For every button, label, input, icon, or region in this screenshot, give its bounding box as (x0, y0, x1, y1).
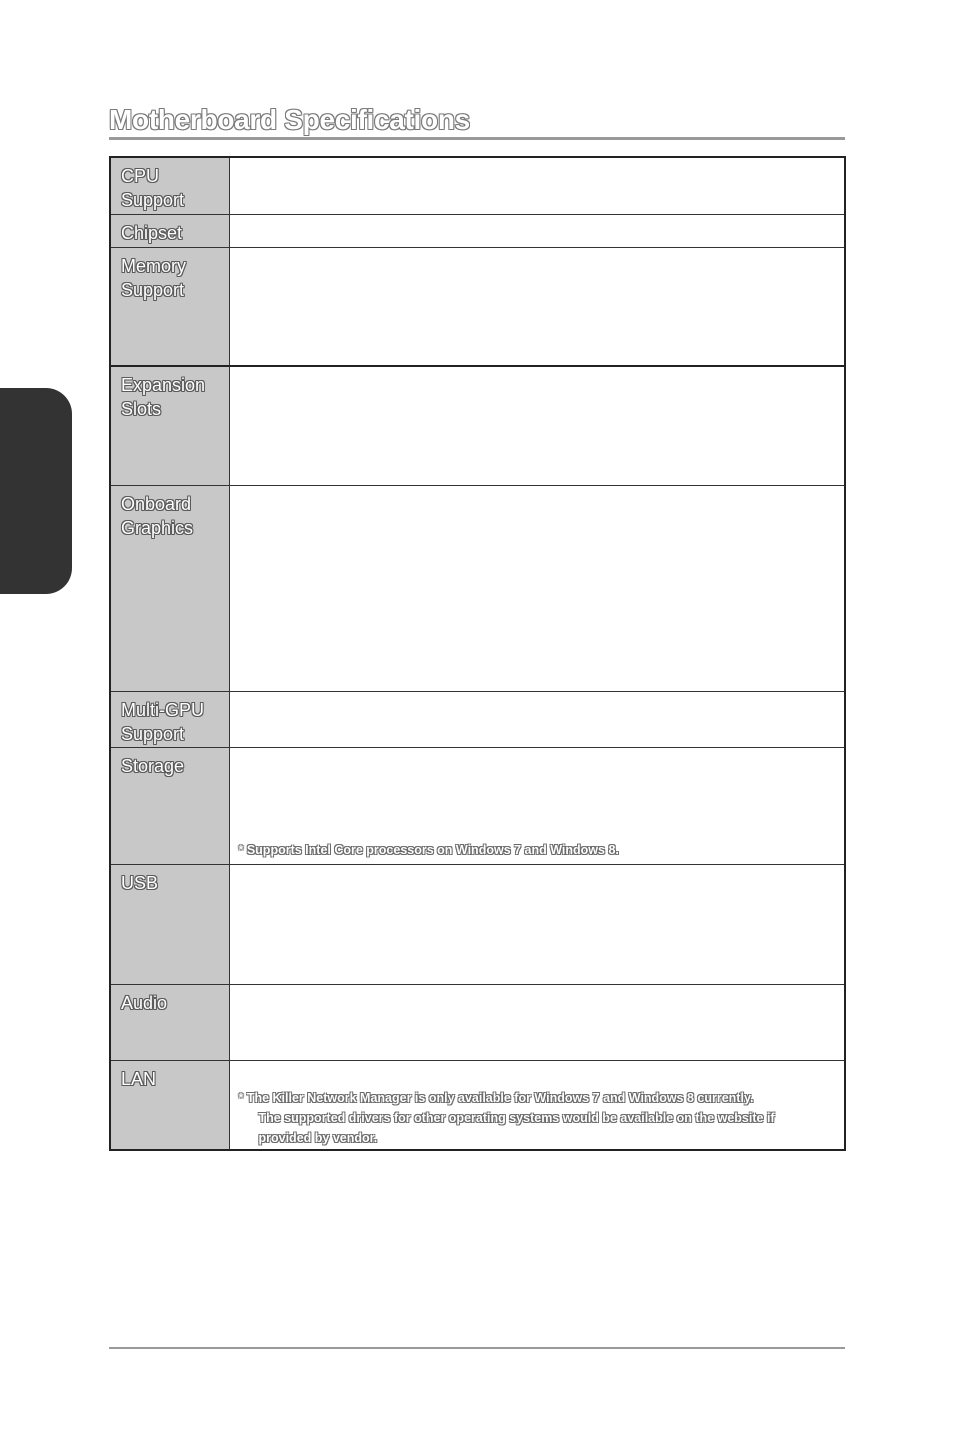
table-row (110, 366, 845, 485)
row-label-memory-support: Memory Support (121, 255, 187, 300)
row-value-lan (229, 1060, 845, 1150)
lan-footnote-line-2: The supported drivers for other operating systems would be available on the website if provided by vendor. (258, 1110, 775, 1145)
row-label-lan: LAN (121, 1068, 157, 1089)
page-title: Motherboard Specifications (109, 104, 470, 135)
table-row (110, 1060, 845, 1150)
storage-footnote: * Supports Intel Core processors on Windows 7 and Windows 8. (238, 842, 619, 857)
table-row (110, 214, 845, 247)
row-label-onboard-graphics: Onboard Graphics (121, 493, 194, 538)
row-value-cpu-support (229, 157, 845, 214)
row-value-onboard-graphics (229, 485, 845, 691)
row-label-audio: Audio (121, 992, 168, 1013)
row-value-multi-gpu-support (229, 691, 845, 747)
table-row (110, 157, 845, 214)
table-row (110, 691, 845, 747)
row-label-usb: USB (121, 872, 159, 893)
row-label-storage: Storage (121, 755, 185, 776)
table-row (110, 864, 845, 984)
title-divider (109, 137, 845, 140)
row-label-multi-gpu-support: Multi-GPU Support (121, 699, 205, 744)
row-value-chipset (229, 214, 845, 247)
footer-divider (109, 1347, 845, 1349)
row-label-chipset: Chipset (121, 222, 183, 243)
row-value-memory-support (229, 247, 845, 366)
row-value-usb (229, 864, 845, 984)
table-row (110, 747, 845, 864)
table-row (110, 485, 845, 691)
chapter-side-tab (0, 388, 72, 594)
lan-footnote (239, 1088, 829, 1148)
spec-table (109, 156, 846, 1151)
row-label-expansion-slots: Expansion Slots (121, 375, 206, 419)
table-row (110, 247, 845, 366)
row-value-storage (229, 747, 845, 864)
table-row (110, 984, 845, 1060)
row-label-cpu-support: CPU Support (121, 166, 185, 210)
row-value-audio (229, 984, 845, 1060)
row-value-expansion-slots (229, 366, 845, 485)
lan-footnote-line-1: * The Killer Network Manager is only available for Windows 7 and Windows 8 currently. (238, 1090, 754, 1105)
